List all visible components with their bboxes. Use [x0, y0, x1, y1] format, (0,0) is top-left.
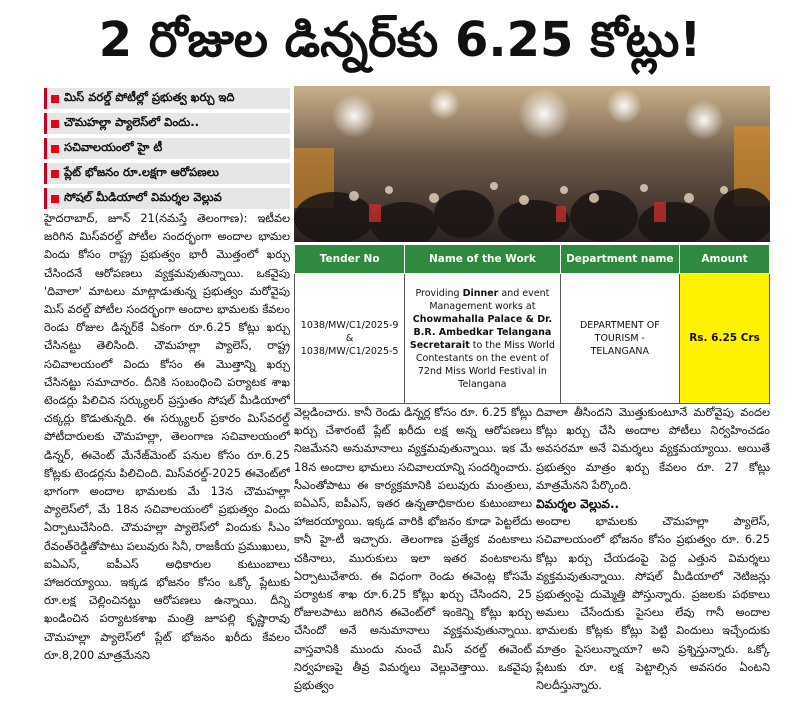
- tender-no-1: 1038/MW/C1/2025-9: [300, 320, 399, 331]
- department-cell: DEPARTMENT OF TOURISM - TELANGANA: [560, 274, 680, 404]
- tender-no-cell: [295, 274, 405, 404]
- banquet-hall-image: [294, 86, 770, 242]
- header-tender-no: Tender No: [295, 245, 405, 274]
- square-bullet-icon: [51, 195, 59, 203]
- header-department: Department name: [560, 245, 680, 274]
- square-bullet-icon: [51, 170, 59, 178]
- subheading: విమర్శల వెల్లువ..: [536, 497, 620, 512]
- article-column-2: [294, 404, 532, 710]
- highlight-item: [44, 88, 290, 109]
- square-bullet-icon: [51, 120, 59, 128]
- amount-cell: Rs. 6.25 Crs: [680, 274, 770, 404]
- highlight-text: సచివాలయంలో హై టీ: [64, 140, 163, 154]
- highlight-item: [44, 113, 290, 134]
- square-bullet-icon: [51, 95, 59, 103]
- article-column-3: [536, 404, 770, 710]
- square-bullet-icon: [51, 145, 59, 153]
- highlight-text: చౌమహల్లా ప్యాలెస్‌లో విందు..: [64, 115, 199, 129]
- highlight-text: సోషల్ మీడియాలో విమర్శల వెల్లువ: [64, 190, 222, 204]
- article-paragraph: హైదరాబాద్, జూన్ 21(నమస్తే తెలంగాణ): ఇటీవల జరిగిన మిస్‌వరల్డ్ పోటీల సందర్భంగా అందాల భామల విందు కోసం రాష్ట్ర ప్రభుత్వం భారీ మొత్తంలో ఖర్చు చేసిందనే ఆరోపణలు వ్యక్తమవుతున్నాయి. ఒకవైపు 'దివాలా' మాటలు మాట్లాడుతున్న ప్రభుత్వం మరోవైపు మిస్ వరల్డ్ పోటీల సందర్భంగా అందాల భామలకు కేవలం రెండు రోజుల డిన్నర్‌కే ఏకంగా రూ.6.25 కోట్లు ఖర్చు చేసినట్టు తెలిసింది. చౌమహల్లా ప్యాలెస్, రాష్ట్ర సచివాలయంలో విందు కోసం ఈ మొత్తాన్ని ఖర్చు చేసినట్టు సమాచారం. దీనికి సంబంధించి పర్యాటక శాఖ టెండర్లు పిలిచిన సర్క్యులర్ ప్రస్తుతం సోషల్ మీడియాలో చక్కర్లు కొడుతున్నది. ఈ సర్క్యులర్ ప్రకారం మిస్‌వరల్డ్ పోటీదారులకు చౌమహల్లా, తెలంగాణ సచివాలయంలో డిన్నర్, ఈవెంట్ మేనేజ్‌మెంట్ పనుల కోసం రూ.6.25 కోట్లకు టెండర్లను పిలిచింది. మిస్‌వరల్డ్-2025 ఈవెంట్‌లో భాగంగా అందాల భామలకు మే 13న చౌమహల్లా ప్యాలెస్‌లో, మే 18న సచివాలయంలో ప్రభుత్వం విందు ఏర్పాటుచేసింది. చౌమహల్లా ప్యాలెస్‌లో విందుకు సీఎం రేవంత్‌రెడ్డితోపాటు పలువురు సినీ, రాజకీయ ప్రముఖులు, ఐఏఎస్, ఐపీఎస్ అధికారుల కుటుంబాలు హాజరయ్యాయి. ఇక్కడ భోజనం కోసం ఒక్కో ప్లేటుకు రూ.లక్ష చెల్లించినట్టు ఆరోపణలు ఉన్నాయి. దీన్ని ఖండించిన పర్యాటకశాఖ మంత్రి జూపల్లి కృష్ణారావు చౌమహల్లా ప్యాలెస్‌లో ప్లేట్ భోజనం ఖరీదు కేవలం రూ.8,200 మాత్రమేనని: [44, 212, 290, 662]
- work-dinner: Dinner: [462, 287, 499, 299]
- event-photo: [294, 86, 770, 242]
- highlight-item: [44, 138, 290, 159]
- headline: 2 రోజుల డిన్నర్‌కు 6.25 కోట్లు!: [98, 12, 702, 68]
- work-text-3: to the Miss World Contestants on the event of 72nd Miss World Festival in Telangana: [415, 339, 555, 390]
- article-column-1: [44, 210, 290, 710]
- article-paragraph: దివాలా తీసిందని మొత్తుకుంటూనే మరోవైపు వందల కోట్లు ఖర్చు చేసి అందాల పోటీలు నిర్వహించడం అవసరమా అనే విమర్శలు వ్యక్తమయ్యాయి. అయితే ప్రభుత్వం మాత్రం ఖర్చు కేవలం రూ. 27 కోట్లు మాత్రమేనని పేర్కొంది.: [536, 406, 770, 492]
- highlight-item: [44, 188, 290, 209]
- header-work: Name of the Work: [405, 245, 560, 274]
- work-cell: [405, 274, 560, 404]
- highlight-text: మిస్ వరల్డ్ పోటీల్లో ప్రభుత్వ ఖర్చు ఇది: [64, 90, 235, 104]
- highlights-box: [44, 88, 290, 213]
- work-text-1: Providing: [415, 287, 460, 299]
- article-paragraph: వెల్లడించారు. కానీ రెండు డిన్నర్ల కోసం రూ. 6.25 కోట్లు ఖర్చు చేశారంటే ప్లేట్ ఖరీదు లక్ష అన్న ఆరోపణలు నిజమేనని అనుమానాలు వ్యక్తమవుతున్నాయి. ఇక మే 18న అందాల భామలు సచివాలయాన్ని సందర్శించారు. సీఎంతోపాటు ఈ కార్యక్రమానికి పలువురు మంత్రులు, ఐఏఎస్, ఐపీఎస్, ఇతర ఉన్నతాధికారుల కుటుంబాలు హాజరయ్యాయి. ఇక్కడ వారికి భోజనం కూడా పెట్టలేదు కానీ హై-టీ ఇచ్చారు. తెలంగాణ ప్రత్యేక వంటకాలు చకినాలు, మురుకులు ఇలా ఇతర వంటకాలను ఏర్పాటుచేశారు. ఈ విధంగా రెండు ఈవెంట్ల కోసమే పర్యాటక శాఖ రూ.6.25 కోట్లు ఖర్చు చేసిందని, 25 రోజులపాటు జరిగిన ఈవెంట్‌లో ఇంకెన్ని కోట్లు ఖర్చు చేసిందో అనే అనుమానాలు వ్యక్తమవుతున్నాయి. వాస్తవానికి ముందు నుంచే మిస్ వరల్డ్ ఈవెంట్ నిర్వహణపై తీవ్ర విమర్శలు వెల్లువెత్తాయి. ఒకవైపు ప్రభుత్వం: [294, 406, 532, 693]
- header-amount: Amount: [680, 245, 770, 274]
- tender-no-2: 1038/MW/C1/2025-5: [300, 346, 399, 357]
- article-paragraph: అందాల భామలకు చౌమహల్లా ప్యాలెస్, సచివాలయంలో భోజనం కోసం ప్రభుత్వం రూ. 6.25 కోట్లు ఖర్చు చేయడంపై పెద్ద ఎత్తున విమర్శలు వ్యక్తమవుతున్నాయి. సోషల్ మీడియాలో నెటిజన్లు ప్రభుత్వంపై దుమ్మెత్తి పోస్తున్నారు. ప్రజలకు పథకాలు అమలు చేసేందుకు పైసలు లేవు గానీ అందాల భామలకు కోట్లకు కోట్లు పెట్టి విందులు ఇచ్చేందుకు మాత్రం పైసలున్నాయా? అని ప్రశ్నిస్తున్నారు. ఒక్కో ప్లేటుకు రూ. లక్ష పెట్టాల్సిన అవసరం ఏంటని నిలదీస్తున్నారు.: [536, 515, 770, 693]
- work-venue: Chowmahalla Palace & Dr. B.R. Ambedkar Telangana Secretarait: [409, 313, 553, 351]
- tender-table: [294, 244, 770, 404]
- highlight-text: ప్లేట్ భోజనం రూ.లక్షగా ఆరోపణలు: [64, 165, 219, 179]
- work-text-2: and event Management works at: [429, 287, 550, 312]
- highlight-item: [44, 163, 290, 184]
- tender-no-amp: &: [345, 333, 354, 344]
